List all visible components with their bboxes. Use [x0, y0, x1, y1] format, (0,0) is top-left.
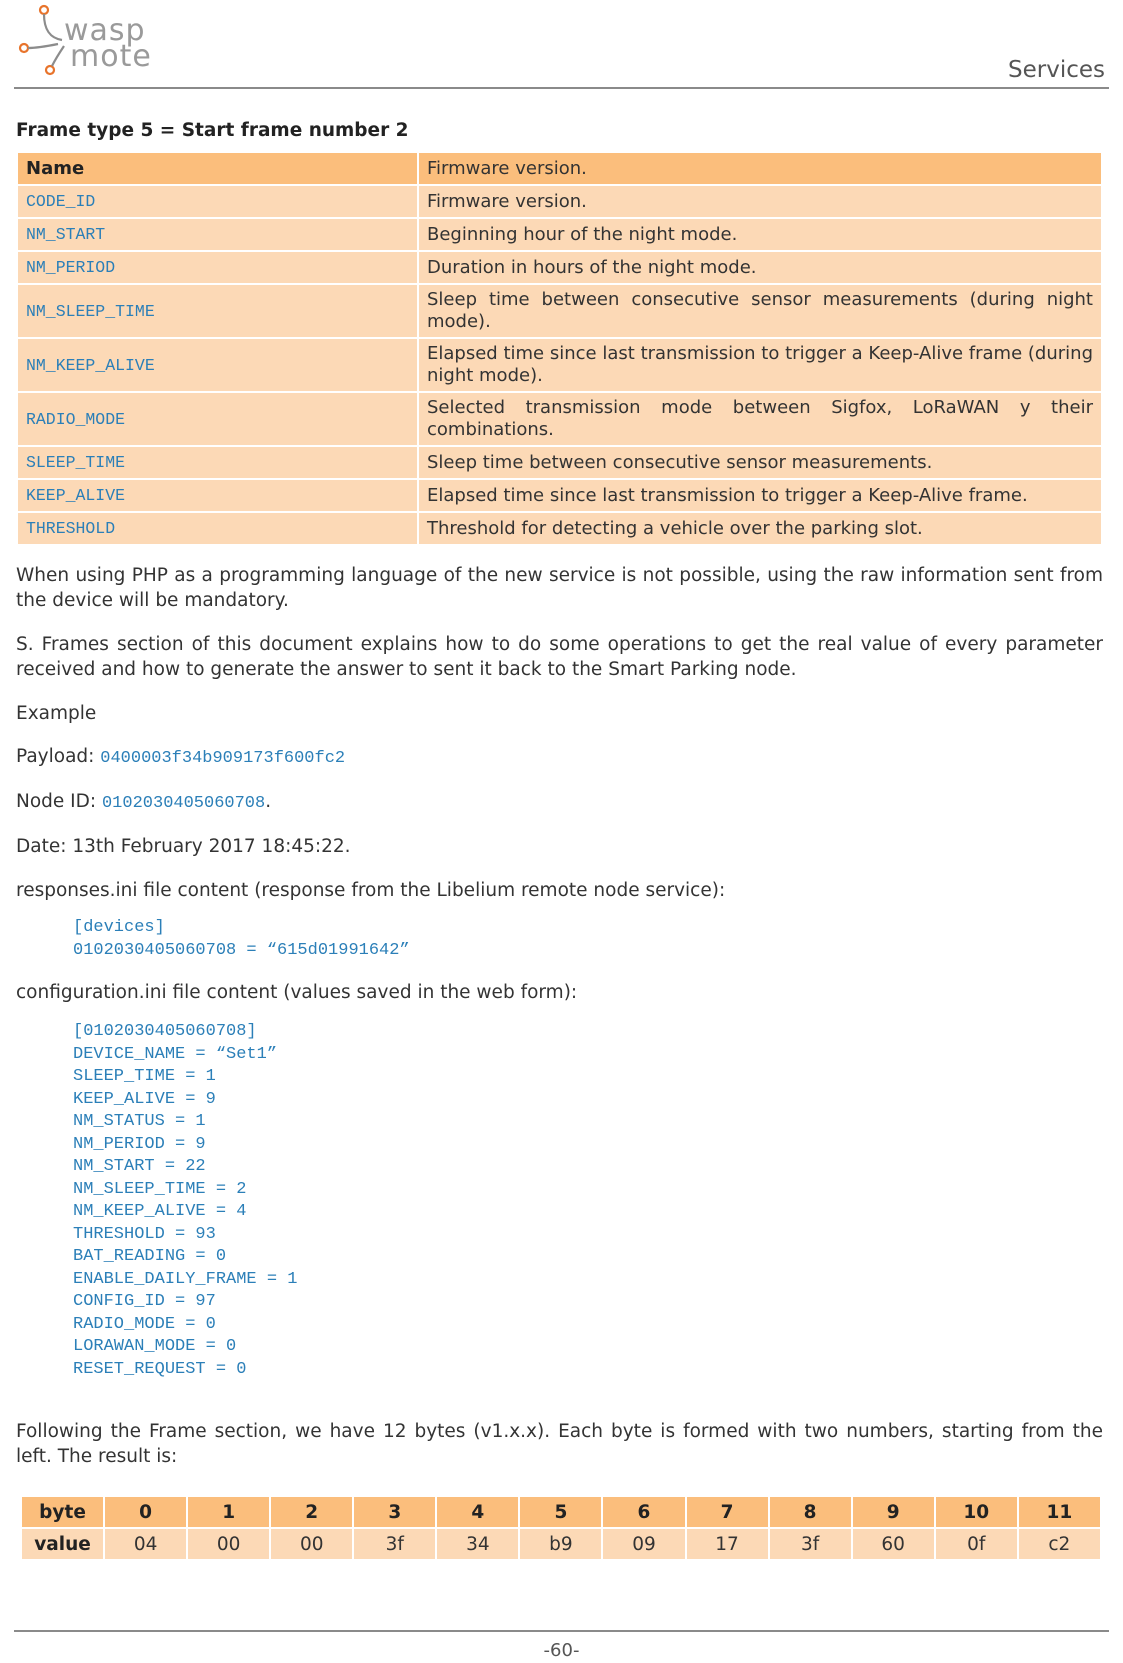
- field-description: Firmware version.: [418, 185, 1102, 218]
- code-line: ENABLE_DAILY_FRAME = 1: [73, 1269, 298, 1289]
- code-line: NM_KEEP_ALIVE = 4: [73, 1202, 247, 1221]
- payload-value: 0400003f34b909173f600fc2: [100, 749, 346, 768]
- bytes-table: [20, 1495, 1102, 1561]
- field-name: RADIO_MODE: [17, 392, 418, 446]
- code-line: DEVICE_NAME = “Set1”: [73, 1044, 278, 1064]
- responses-intro: responses.ini file content (response from the Libelium remote node service):: [16, 880, 726, 901]
- field-description: Elapsed time since last transmission to trigger a Keep-Alive frame.: [418, 479, 1102, 512]
- footer-divider: [14, 1630, 1109, 1632]
- byte-index: 8: [769, 1496, 852, 1528]
- code-line: RESET_REQUEST = 0: [73, 1359, 247, 1379]
- byte-index: 4: [436, 1496, 519, 1528]
- payload-label: Payload:: [16, 746, 101, 767]
- table-row: [17, 185, 1102, 218]
- code-line: LORAWAN_MODE = 0: [73, 1337, 237, 1356]
- byte-index: 2: [270, 1496, 353, 1528]
- page-header: [0, 0, 1123, 92]
- code-line: [devices]: [73, 918, 165, 937]
- byte-value: 34: [436, 1528, 519, 1560]
- frame-title: Frame type 5 = Start frame number 2: [16, 120, 409, 141]
- code-line: BAT_READING = 0: [73, 1247, 227, 1266]
- field-description: Beginning hour of the night mode.: [418, 218, 1102, 251]
- field-description: Elapsed time since last transmission to trigger a Keep-Alive frame (during night mode).: [418, 338, 1102, 392]
- byte-value: 00: [187, 1528, 270, 1560]
- byte-value: 3f: [769, 1528, 852, 1560]
- section-name: Services: [1008, 57, 1105, 83]
- byte-index: 9: [852, 1496, 935, 1528]
- byte-value: 17: [686, 1528, 769, 1560]
- config-intro: configuration.ini file content (values saved in the web form):: [16, 982, 578, 1003]
- byte-index: 11: [1018, 1496, 1101, 1528]
- byte-value: 00: [270, 1528, 353, 1560]
- code-line: 0102030405060708 = “615d01991642”: [73, 940, 410, 960]
- byte-index: 10: [935, 1496, 1018, 1528]
- responses-code-block: [16, 917, 1103, 962]
- header-divider: [14, 87, 1109, 89]
- frames-paragraph: S. Frames section of this document explains how to do some operations to get the real value of every parameter received and how to generate the answer to sent it back to the Smart Parking node.: [16, 634, 1103, 680]
- byte-index: 6: [602, 1496, 685, 1528]
- byte-value: 60: [852, 1528, 935, 1560]
- payload-line: [16, 744, 1103, 771]
- byte-index: 0: [104, 1496, 187, 1528]
- byte-index: 5: [519, 1496, 602, 1528]
- php-paragraph: When using PHP as a programming language of the new service is not possible, using the raw information sent from the device will be mandatory.: [16, 565, 1103, 611]
- table-row: [17, 392, 1102, 446]
- header-name-cell: Name: [17, 152, 418, 185]
- code-line: RADIO_MODE = 0: [73, 1314, 216, 1334]
- field-description: Selected transmission mode between Sigfox, LoRaWAN y their combinations.: [418, 392, 1102, 446]
- byte-value: 3f: [353, 1528, 436, 1560]
- table-row: [17, 446, 1102, 479]
- code-line: THRESHOLD = 93: [73, 1224, 216, 1244]
- byte-value-row: [21, 1528, 1101, 1560]
- byte-index: 7: [686, 1496, 769, 1528]
- byte-value: 04: [104, 1528, 187, 1560]
- page-content: [16, 120, 1103, 1561]
- byte-value: c2: [1018, 1528, 1101, 1560]
- byte-index: 1: [187, 1496, 270, 1528]
- field-description: Sleep time between consecutive sensor measurements (during night mode).: [418, 284, 1102, 338]
- following-paragraph: Following the Frame section, we have 12 bytes (v1.x.x). Each byte is formed with two numbers, starting from the left. The result is:: [16, 1421, 1103, 1467]
- field-name: NM_START: [17, 218, 418, 251]
- fields-table-header: [17, 152, 1102, 185]
- code-line: NM_SLEEP_TIME = 2: [73, 1179, 247, 1199]
- config-code-block: [16, 1021, 1103, 1381]
- table-row: [17, 251, 1102, 284]
- fields-table: [16, 151, 1103, 546]
- code-line: NM_STATUS = 1: [73, 1112, 206, 1131]
- field-description: Duration in hours of the night mode.: [418, 251, 1102, 284]
- byte-index-row: [21, 1496, 1101, 1528]
- code-line: CONFIG_ID = 97: [73, 1292, 216, 1311]
- node-id-value: 0102030405060708: [101, 794, 266, 813]
- field-name: KEEP_ALIVE: [17, 479, 418, 512]
- field-name: NM_KEEP_ALIVE: [17, 338, 418, 392]
- node-id-line: [16, 789, 1103, 816]
- page-number: -60-: [543, 1640, 580, 1661]
- svg-text:mote: mote: [70, 39, 152, 74]
- field-name: NM_SLEEP_TIME: [17, 284, 418, 338]
- code-line: NM_PERIOD = 9: [73, 1134, 206, 1154]
- field-name: CODE_ID: [17, 185, 418, 218]
- code-line: NM_START = 22: [73, 1157, 206, 1176]
- value-label: value: [21, 1528, 104, 1560]
- node-id-label: Node ID:: [16, 791, 102, 812]
- byte-value: 09: [602, 1528, 685, 1560]
- table-row: [17, 218, 1102, 251]
- node-id-suffix: .: [265, 791, 272, 812]
- byte-index: 3: [353, 1496, 436, 1528]
- table-row: [17, 512, 1102, 545]
- byte-label: byte: [21, 1496, 104, 1528]
- field-name: THRESHOLD: [17, 512, 418, 545]
- date-line: Date: 13th February 2017 18:45:22.: [16, 836, 351, 857]
- field-name: SLEEP_TIME: [17, 446, 418, 479]
- table-row: [17, 284, 1102, 338]
- example-label: Example: [16, 703, 97, 724]
- table-row: [17, 479, 1102, 512]
- byte-value: 0f: [935, 1528, 1018, 1560]
- table-row: [17, 338, 1102, 392]
- code-line: KEEP_ALIVE = 9: [73, 1089, 216, 1109]
- field-description: Sleep time between consecutive sensor measurements.: [418, 446, 1102, 479]
- header-description-cell: Firmware version.: [418, 152, 1102, 185]
- code-line: [0102030405060708]: [73, 1022, 257, 1041]
- field-name: NM_PERIOD: [17, 251, 418, 284]
- waspmote-logo: [14, 0, 184, 78]
- field-description: Threshold for detecting a vehicle over the parking slot.: [418, 512, 1102, 545]
- svg-text:wasp: wasp: [64, 13, 146, 48]
- byte-value: b9: [519, 1528, 602, 1560]
- code-line: SLEEP_TIME = 1: [73, 1067, 216, 1086]
